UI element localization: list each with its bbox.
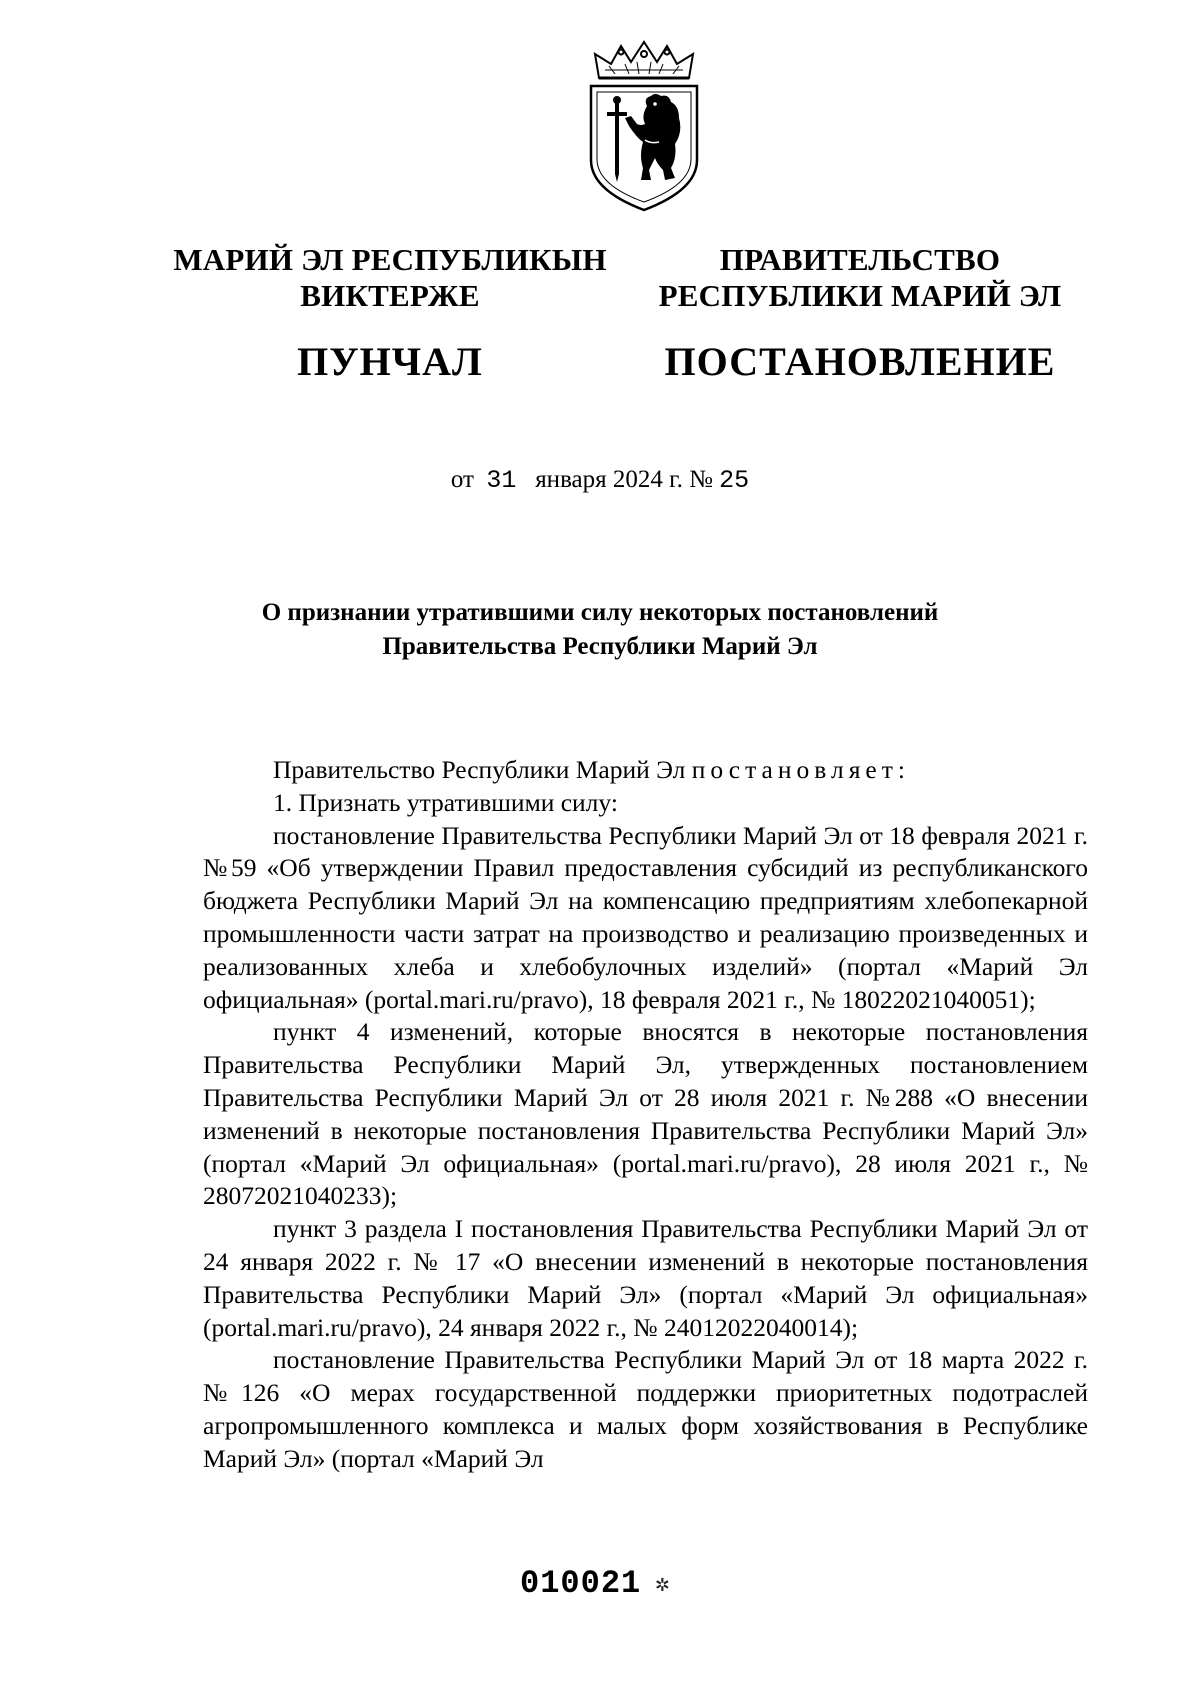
date-prefix: от — [450, 466, 474, 493]
intro-paragraph — [203, 754, 1088, 787]
date-month-year: января 2024 г. № — [535, 466, 713, 493]
paragraph-5: постановление Правительства Республики Марий Эл от 18 марта 2022 г. №126 «О мерах государственной поддержки приоритетных подотраслей агропромышленного комплекса и малых форм хозяйствования в Республике Марий Эл» (портал «Марий Эл — [203, 1345, 1088, 1473]
title-line2: Правительства Республики Марий Эл — [382, 633, 818, 660]
header-left-line1: МАРИЙ ЭЛ РЕСПУБЛИКЫН — [173, 242, 607, 277]
serial-number: 010021 — [520, 1565, 642, 1602]
header-left-line2: ВИКТЕРЖЕ — [300, 278, 480, 313]
paragraph-4: пункт 3 раздела I постановления Правительства Республики Марий Эл от 24 января 2022 г. № 17 «О внесении изменений в некоторые постановления Правительства Республики Марий Эл» (портал «Марий Эл официальная» (portal.mari.ru/pravo), 24 января 2022 г., № 24012022040014); — [203, 1214, 1088, 1342]
asterisk-icon: ✲ — [655, 1571, 671, 1599]
footer-serial — [520, 1565, 671, 1602]
intro-resolves: постановляет: — [691, 755, 910, 784]
header-left-doc-type: ПУНЧАЛ — [297, 339, 483, 384]
header-left — [170, 242, 610, 384]
intro-lead: Правительство Республики Марий Эл — [273, 755, 692, 784]
header-right-line2: РЕСПУБЛИКИ МАРИЙ ЭЛ — [658, 278, 1062, 313]
paragraph-1: 1. Признать утратившими силу: — [273, 787, 618, 817]
header-right-line1: ПРАВИТЕЛЬСТВО — [719, 242, 1001, 277]
header-right — [640, 242, 1080, 384]
header-right-doc-type: ПОСТАНОВЛЕНИЕ — [664, 339, 1056, 384]
document-body — [203, 754, 1088, 1476]
coat-of-arms-icon — [585, 40, 703, 212]
date-day: 31 — [486, 466, 517, 495]
document-date-line — [0, 466, 1200, 495]
paragraph-3: пункт 4 изменений, которые вносятся в некоторые постановления Правительства Республики Марий Эл, утвержденных постановлением Правительства Республики Марий Эл от 28 июля 2021 г. №288 «О внесении изменений в некоторые постановления Правительства Республики Марий Эл» (портал «Марий Эл официальная» (portal.mari.ru/pravo), 28 июля 2021 г., № 28072021040233); — [203, 1017, 1088, 1211]
document-title — [150, 596, 1050, 664]
title-line1: О признании утратившими силу некоторых постановлений — [261, 599, 939, 626]
paragraph-2: постановление Правительства Республики Марий Эл от 18 февраля 2021 г. №59 «Об утверждении Правил предоставления субсидий из республиканского бюджета Республики Марий Эл на компенсацию предприятиям хлебопекарной промышленности части затрат на производство и реализацию произведенных и реализованных хлеба и хлебобулочных изделий» (портал «Марий Эл официальная» (portal.mari.ru/pravo), 18 февраля 2021 г., № 18022021040051); — [203, 820, 1088, 1014]
document-number: 25 — [719, 466, 750, 495]
